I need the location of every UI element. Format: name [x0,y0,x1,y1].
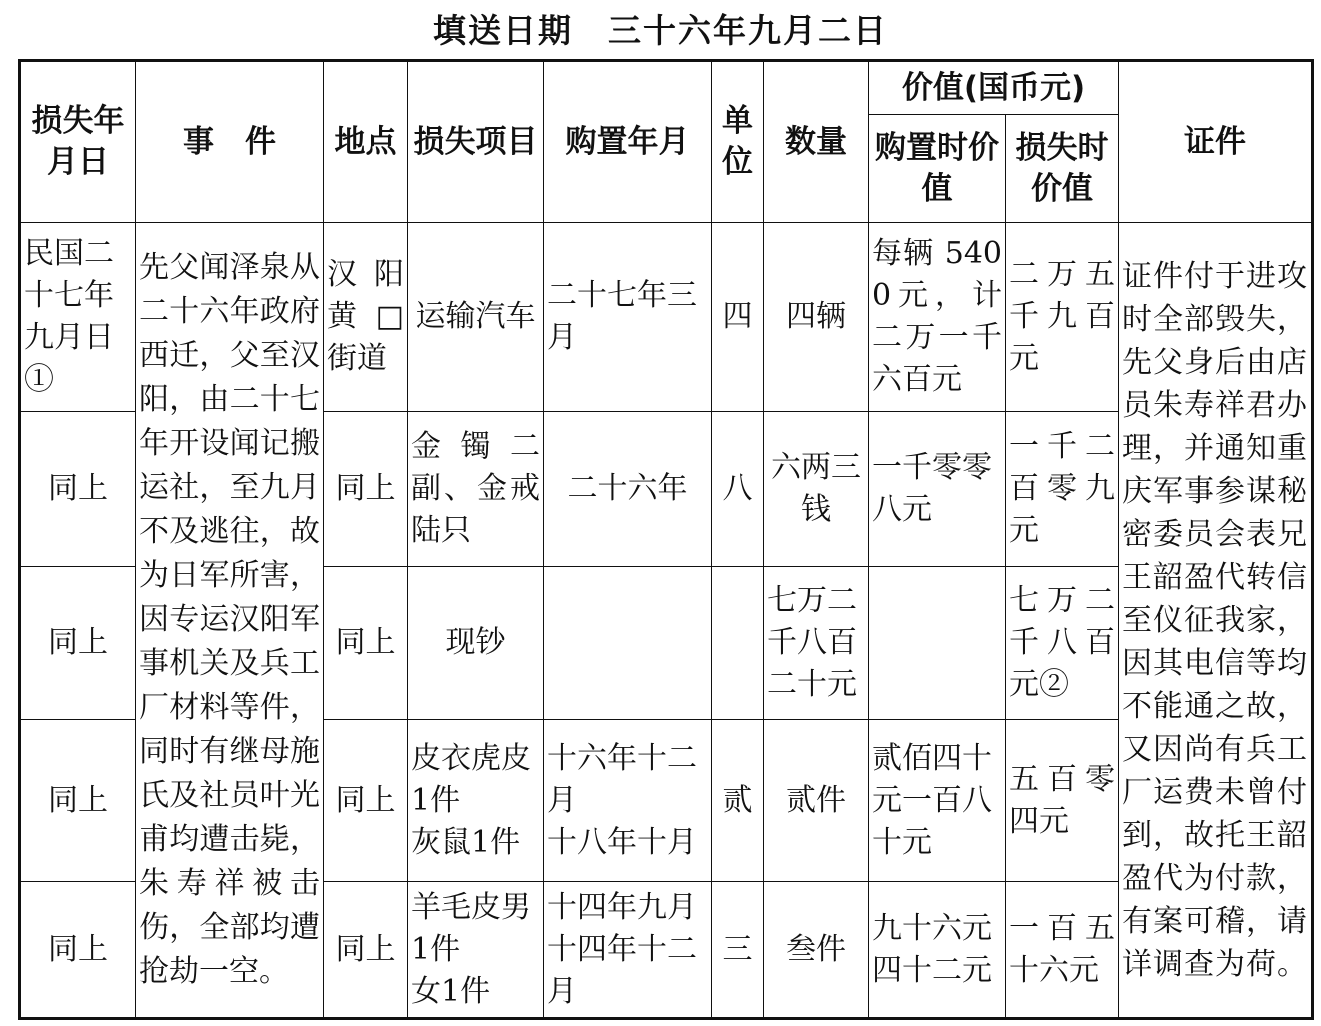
cell-value-at-loss: 一百五十六元 [1006,882,1119,1019]
cell-unit: 四 [712,223,764,412]
cell-location: 同上 [324,412,408,567]
header-loss-item: 损失项目 [408,61,544,223]
cell-quantity: 贰件 [764,720,869,882]
cell-value-at-purchase: 每辆 5400元，计二万一千六百元 [869,223,1006,412]
fill-date-title: 填送日期 三十六年九月二日 [433,11,888,50]
header-value-at-loss: 损失时价值 [1006,115,1119,223]
cell-unit: 八 [712,412,764,567]
cell-loss-date: 同上 [20,412,136,567]
header-purchase-date: 购置年月 [544,61,712,223]
cell-quantity: 七万二千八百二十元 [764,567,869,720]
cell-value-at-purchase: 一千零零八元 [869,412,1006,567]
cell-quantity: 六两三钱 [764,412,869,567]
header-row-1 [20,61,1313,115]
cell-loss-date: 民国二十七年九月日① [20,223,136,412]
header-location: 地点 [324,61,408,223]
cell-value-at-loss: 七万二千八百元② [1006,567,1119,720]
cell-event: 先父闻泽泉从二十六年政府西迁，父至汉阳，由二十七年开设闻记搬运社，至九月不及逃往，故为日军所害，因专运汉阳军事机关及兵工厂材料等件，同时有继母施氏及社员叶光甫均遭击毙，朱寿祥被击伤，全部均遭抢劫一空。 [136,223,324,1019]
cell-evidence: 证件付于进攻时全部毁失，先父身后由店员朱寿祥君办理，并通知重庆军事参谋秘密委员会表兄王韶盈代转信至仪征我家，因其电信等均不能通之故，又因尚有兵工厂运费未曾付到，故托王韶盈代为付款，有案可稽，请详调查为荷。 [1119,223,1313,1019]
header-value-group: 价值(国币元) [869,61,1119,115]
header-event: 事 件 [136,61,324,223]
table-row [20,223,1313,412]
header-loss-date: 损失年月日 [20,61,136,223]
header-quantity: 数量 [764,61,869,223]
cell-loss-date: 同上 [20,567,136,720]
cell-loss-date: 同上 [20,720,136,882]
cell-location: 汉阳黄□街道 [324,223,408,412]
cell-quantity: 叁件 [764,882,869,1019]
cell-purchase-date: 二十七年三月 [544,223,712,412]
cell-value-at-loss: 五百零四元 [1006,720,1119,882]
cell-unit [712,567,764,720]
header-evidence: 证件 [1119,61,1313,223]
cell-purchase-date: 十四年九月 十四年十二月 [544,882,712,1019]
cell-value-at-loss: 二万五千九百元 [1006,223,1119,412]
cell-loss-date: 同上 [20,882,136,1019]
cell-loss-item: 皮衣虎皮1件 灰鼠1件 [408,720,544,882]
cell-value-at-purchase [869,567,1006,720]
cell-loss-item: 羊毛皮男1件 女1件 [408,882,544,1019]
cell-value-at-purchase: 九十六元 四十二元 [869,882,1006,1019]
cell-unit: 贰 [712,720,764,882]
header-unit: 单位 [712,61,764,223]
cell-purchase-date: 十六年十二月 十八年十月 [544,720,712,882]
cell-location: 同上 [324,882,408,1019]
cell-location: 同上 [324,567,408,720]
cell-value-at-loss: 一千二百零九元 [1006,412,1119,567]
cell-unit: 三 [712,882,764,1019]
cell-loss-item: 运输汽车 [408,223,544,412]
cell-value-at-purchase: 贰佰四十元一百八十元 [869,720,1006,882]
cell-purchase-date [544,567,712,720]
cell-loss-item: 现钞 [408,567,544,720]
cell-location: 同上 [324,720,408,882]
header-value-at-purchase: 购置时价值 [869,115,1006,223]
loss-report-table [18,59,1314,1020]
cell-purchase-date: 二十六年 [544,412,712,567]
cell-loss-item: 金镯二副、金戒陆只 [408,412,544,567]
cell-quantity: 四辆 [764,223,869,412]
